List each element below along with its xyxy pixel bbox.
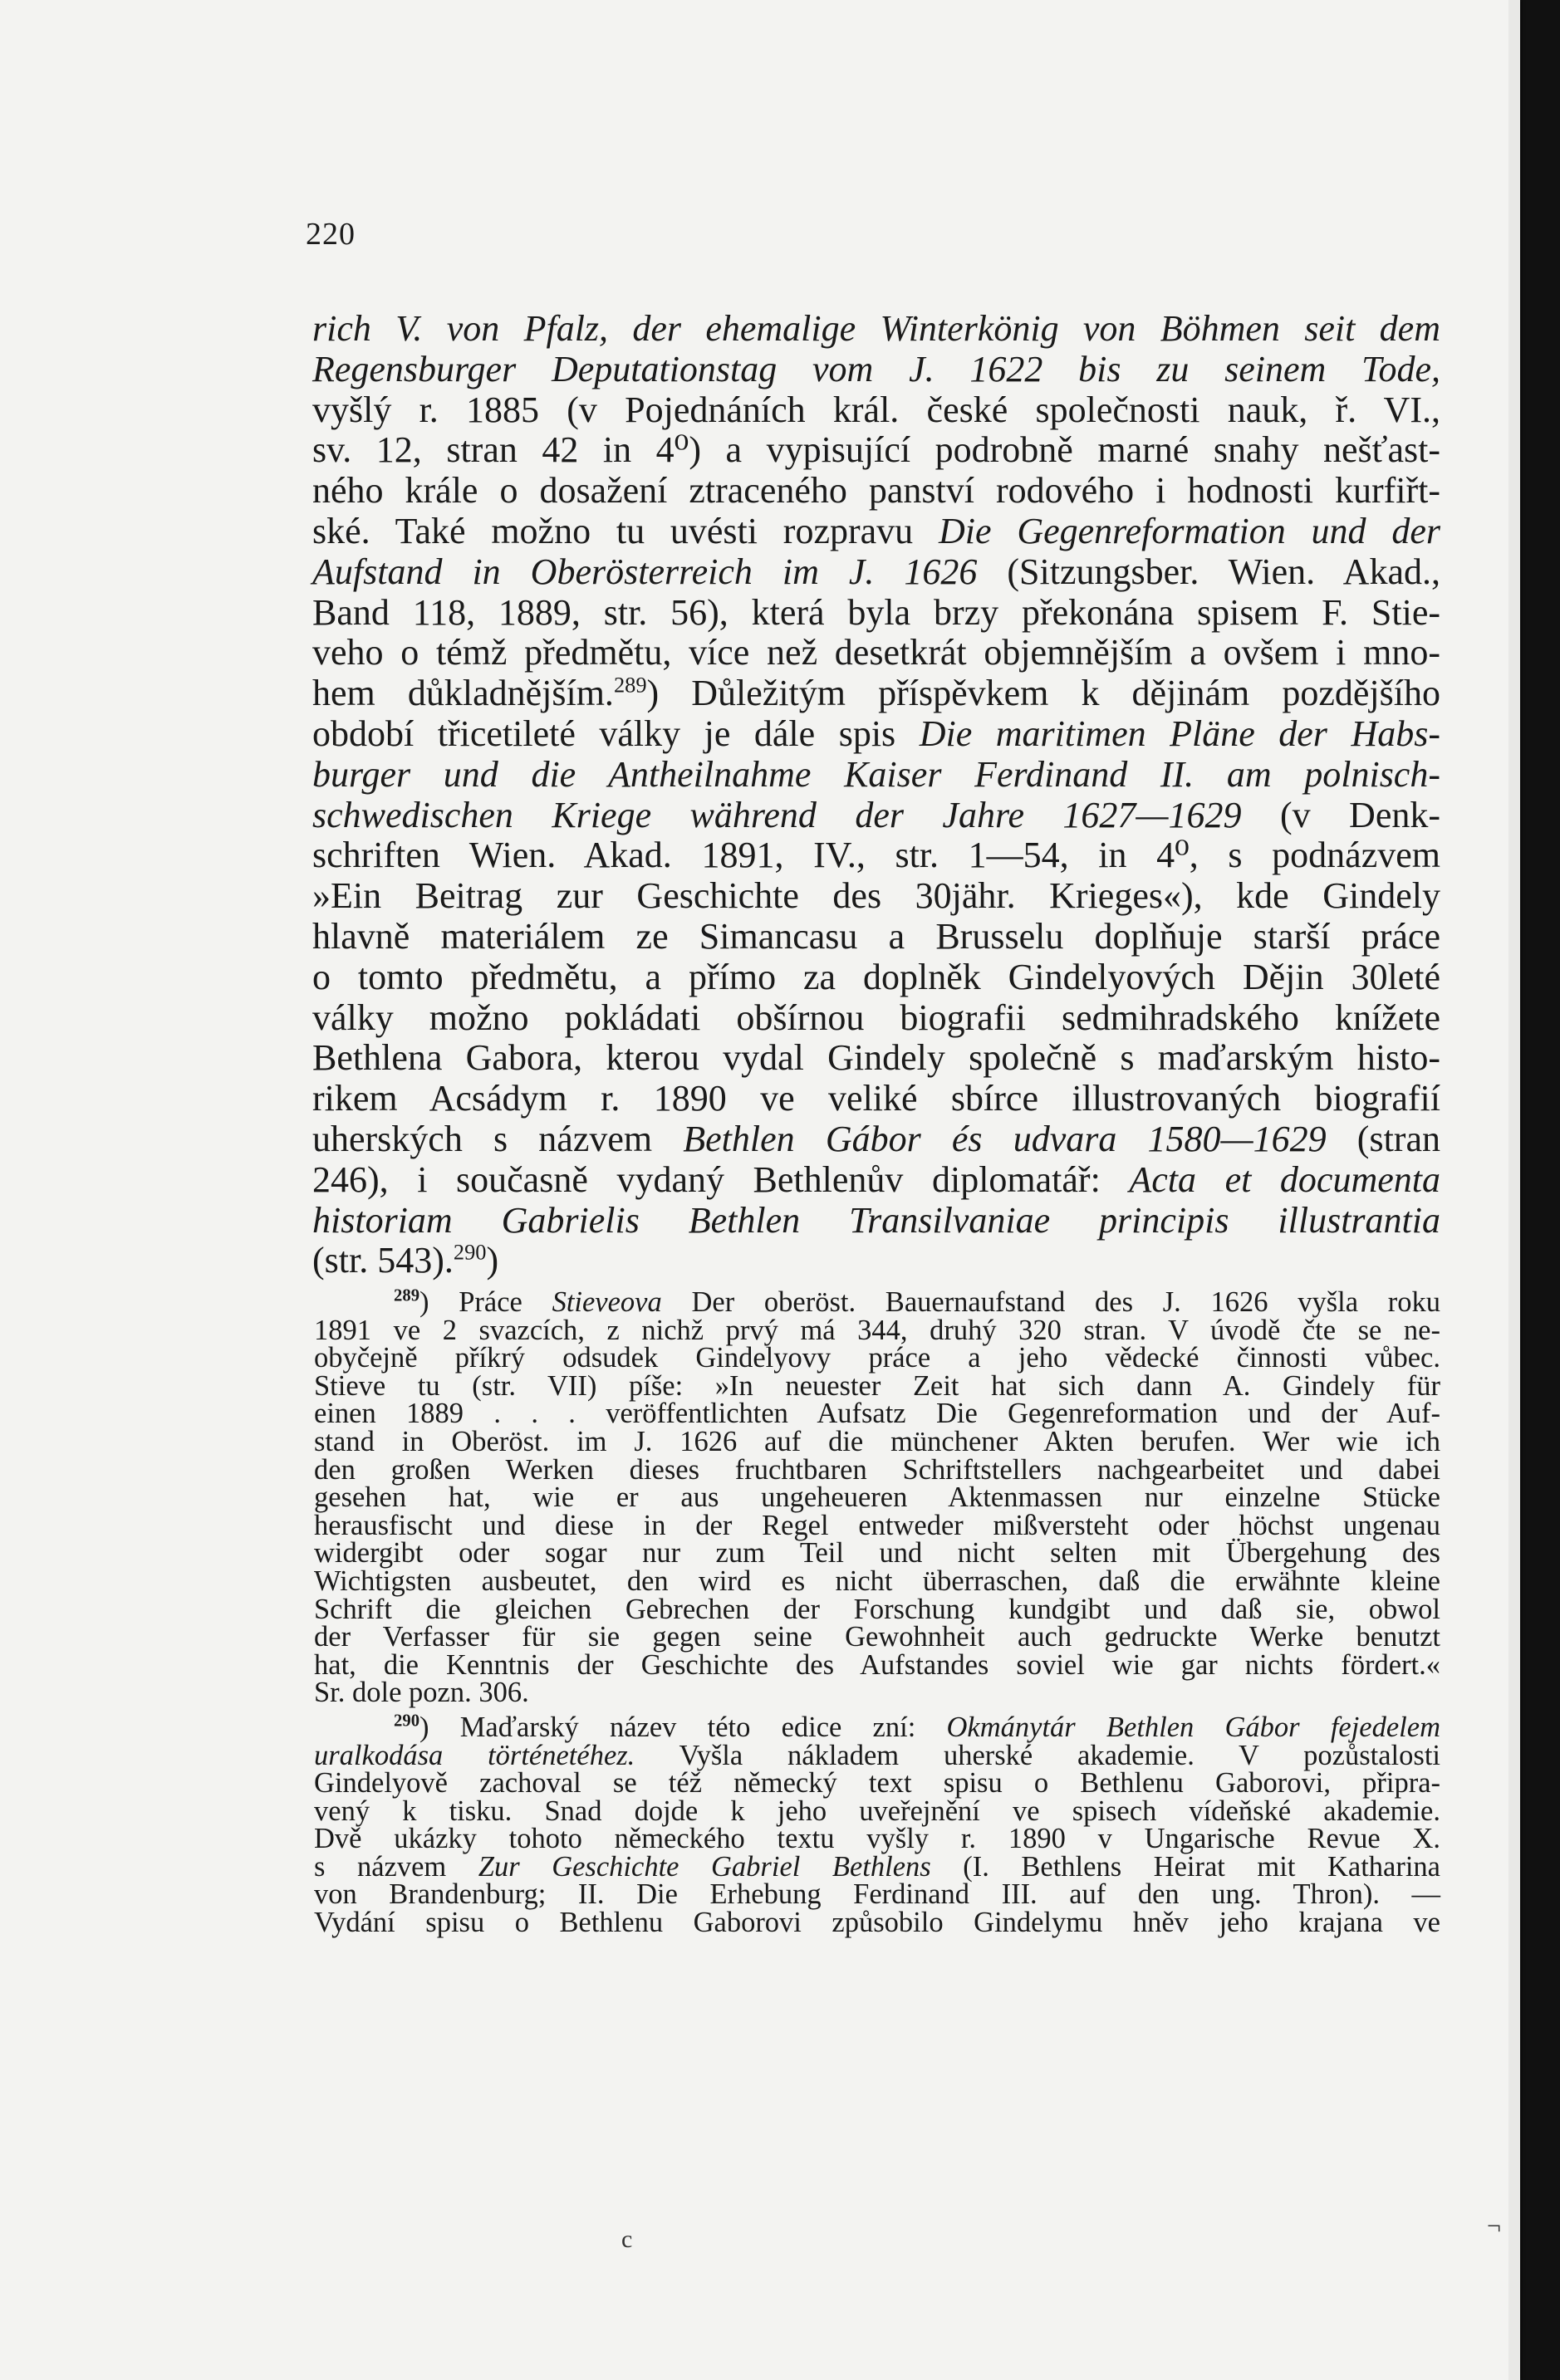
- text-line: [312, 512, 1440, 552]
- text-line: války možno pokládati obšírnou biografii sedmihradského knížete: [312, 997, 1440, 1038]
- text-run: 246), i současně vydaný Bethlenův diplomatář:: [312, 1158, 1130, 1200]
- footnote-line: Stieve tu (str. VII) píše: »In neuester Zeit hat sich dann A. Gindely für: [314, 1369, 1440, 1402]
- footnote-line: Schrift die gleichen Gebrechen der Forschung kundgibt und daß sie, obwol: [314, 1593, 1440, 1625]
- footnote-line: vený k tisku. Snad dojde k jeho uveřejnění ve spisech vídeňské akademie.: [314, 1795, 1440, 1827]
- footnote-290: [314, 1711, 1440, 1939]
- text-run: (str. 543).: [312, 1240, 454, 1281]
- italic-title: schwedischen Kriege während der Jahre 1627—1629: [312, 794, 1242, 835]
- footnote-line: obyčejně příkrý odsudek Gindelyovy práce a jeho vědecké činnosti vůbec.: [314, 1342, 1440, 1374]
- italic-title: Stieveova: [552, 1286, 662, 1318]
- footnote-marker: 289: [394, 1286, 420, 1305]
- text-line: [312, 714, 1440, 755]
- text-line: rikem Acsádym r. 1890 ve veliké sbírce illustrovaných biografií: [312, 1078, 1440, 1119]
- italic-title: burger und die Antheilnahme Kaiser Ferdinand II. am polnisch-: [312, 753, 1440, 795]
- text-line: ného krále o dosažení ztraceného panství rodového i hodnosti kurfiřt-: [312, 470, 1440, 512]
- italic-title: Die maritimen Pläne der Habs-: [919, 713, 1440, 754]
- text-run: (stran: [1326, 1118, 1440, 1159]
- text-run: Der oberöst. Bauernaufstand des J. 1626 vyšla roku: [661, 1286, 1440, 1318]
- italic-title: Bethlen Gábor és udvara 1580—1629: [683, 1118, 1327, 1159]
- text-line: [312, 755, 1440, 796]
- text-line: »Ein Beitrag zur Geschichte des 30jähr. Krieges«), kde Gindely: [312, 875, 1440, 917]
- footnote-marker: 290: [394, 1712, 420, 1731]
- text-line: [312, 350, 1440, 390]
- footnote-289: [314, 1286, 1440, 1709]
- italic-title: uralkodása történetéhez.: [314, 1739, 635, 1771]
- text-line: [312, 309, 1440, 350]
- text-line: vyšlý r. 1885 (v Pojednáních král. české společnosti nauk, ř. VI.,: [312, 389, 1440, 430]
- page-edge: [1508, 0, 1520, 2380]
- text-line: [312, 1160, 1440, 1201]
- text-run: (Sitzungsber. Wien. Akad.,: [977, 551, 1440, 592]
- footnote-line: Wichtigsten ausbeutet, den wird es nicht überraschen, daß die erwähnte kleine: [314, 1565, 1440, 1597]
- footnote-line: Sr. dole pozn. 306.: [314, 1677, 529, 1709]
- text-run: ) Práce: [419, 1286, 552, 1318]
- text-line: [312, 1119, 1440, 1160]
- text-run: ) Maďarský název této edice zní:: [419, 1711, 947, 1743]
- text-run: ) Důležitým příspěvkem k dějinám pozdějšího: [646, 673, 1441, 714]
- text-line: [312, 1241, 1440, 1281]
- italic-title: Die Gegenreformation und der: [938, 510, 1440, 551]
- text-line: Bethlena Gabora, kterou vydal Gindely společně s maďarským histo-: [312, 1037, 1440, 1079]
- text-run: uherských s názvem: [312, 1118, 684, 1159]
- text-line: veho o témž předmětu, více než desetkrát objemnějším a ovšem i mno-: [312, 632, 1440, 673]
- print-speck: ¬: [1487, 2212, 1501, 2240]
- footnote-line: stand in Oberöst. im J. 1626 auf die münchener Akten berufen. Wer wie ich: [314, 1425, 1440, 1457]
- footnote-line: der Verfasser für sie gegen seine Gewohnheit auch gedruckte Werke benutzt: [314, 1621, 1440, 1653]
- footnote-ref-290[interactable]: 290: [453, 1239, 487, 1265]
- text-line: Band 118, 1889, str. 56), která byla brzy překonána spisem F. Stie-: [312, 591, 1440, 633]
- footnote-line: widergibt oder sogar nur zum Teil und nicht selten mit Übergehung des: [314, 1537, 1440, 1570]
- text-line: [312, 1201, 1440, 1241]
- text-line: o tomto předmětu, a přímo za doplněk Gindelyových Dějin 30leté: [312, 956, 1440, 997]
- print-speck: c: [621, 2226, 633, 2253]
- text-run: hem důkladnějším.: [312, 673, 614, 714]
- text-run: s názvem: [314, 1850, 478, 1883]
- footnote-line: [314, 1850, 1440, 1883]
- text-run: Vyšla nákladem uherské akademie. V pozůstalosti: [635, 1739, 1440, 1771]
- footnote-line: 1891 ve 2 svazcích, z nichž prvý má 344, druhý 320 stran. V úvodě čte se ne-: [314, 1314, 1440, 1346]
- footnote-line: hat, die Kenntnis der Geschichte des Aufstandes soviel wie gar nichts fördert.«: [314, 1648, 1440, 1681]
- footnote-line: [314, 1286, 1440, 1318]
- text-line: sv. 12, stran 42 in 4⁰) a vypisující podrobně marné snahy nešťast-: [312, 429, 1440, 471]
- page-number: 220: [306, 217, 356, 252]
- italic-title: Acta et documenta: [1129, 1158, 1440, 1200]
- text-line: [312, 796, 1440, 836]
- text-run: ): [486, 1240, 499, 1281]
- italic-title: Okmánytár Bethlen Gábor fejedelem: [946, 1711, 1440, 1743]
- text-run: (v Denk-: [1241, 794, 1440, 835]
- text-run: (I. Bethlens Heirat mit Katharina: [930, 1850, 1440, 1883]
- italic-title: historiam Gabrielis Bethlen Transilvaniae principis illustrantia: [312, 1199, 1440, 1241]
- text-line: [312, 673, 1440, 714]
- italic-title: Zur Geschichte Gabriel Bethlens: [478, 1850, 931, 1883]
- footnote-line: gesehen hat, wie er aus ungeheueren Aktenmassen nur einzelne Stücke: [314, 1481, 1440, 1514]
- footnote-line: einen 1889 . . . veröffentlichten Aufsatz Die Gegenreformation und der Auf-: [314, 1398, 1440, 1430]
- footnote-line: [314, 1739, 1440, 1771]
- italic-title: rich V. von Pfalz, der ehemalige Winterkönig von Böhmen seit dem: [312, 308, 1440, 349]
- footnote-line: Gindelyově zachoval se též německý text spisu o Bethlenu Gaborovi, připra-: [314, 1767, 1440, 1800]
- footnote-line: Vydání spisu o Bethlenu Gaborovi způsobilo Gindelymu hněv jeho krajana ve: [314, 1907, 1440, 1939]
- text-line: schriften Wien. Akad. 1891, IV., str. 1—54, in 4⁰, s podnázvem: [312, 835, 1440, 876]
- italic-title: Regensburger Deputationstag vom J. 1622 bis zu seinem Tode,: [312, 348, 1440, 389]
- text-line: hlavně materiálem ze Simancasu a Brusselu doplňuje starší práce: [312, 915, 1440, 957]
- footnote-line: Dvě ukázky tohoto německého textu vyšly r. 1890 v Ungarische Revue X.: [314, 1823, 1440, 1855]
- footnote-line: [314, 1711, 1440, 1743]
- footnote-line: von Brandenburg; II. Die Erhebung Ferdinand III. auf den ung. Thron). —: [314, 1878, 1440, 1911]
- footnote-ref-289[interactable]: 289: [613, 672, 647, 698]
- italic-title: Aufstand in Oberösterreich im J. 1626: [312, 551, 978, 592]
- text-run: období třicetileté války je dále spis: [312, 713, 920, 754]
- footnote-line: herausfischt und diese in der Regel entweder mißversteht oder höchst ungenau: [314, 1509, 1440, 1541]
- text-run: ské. Také možno tu uvésti rozpravu: [312, 510, 939, 551]
- text-line: [312, 552, 1440, 593]
- footnote-line: den großen Werken dieses fruchtbaren Schriftstellers nachgearbeitet und dabei: [314, 1453, 1440, 1486]
- footnotes: [314, 1286, 1440, 1944]
- main-body-text: [312, 309, 1440, 1281]
